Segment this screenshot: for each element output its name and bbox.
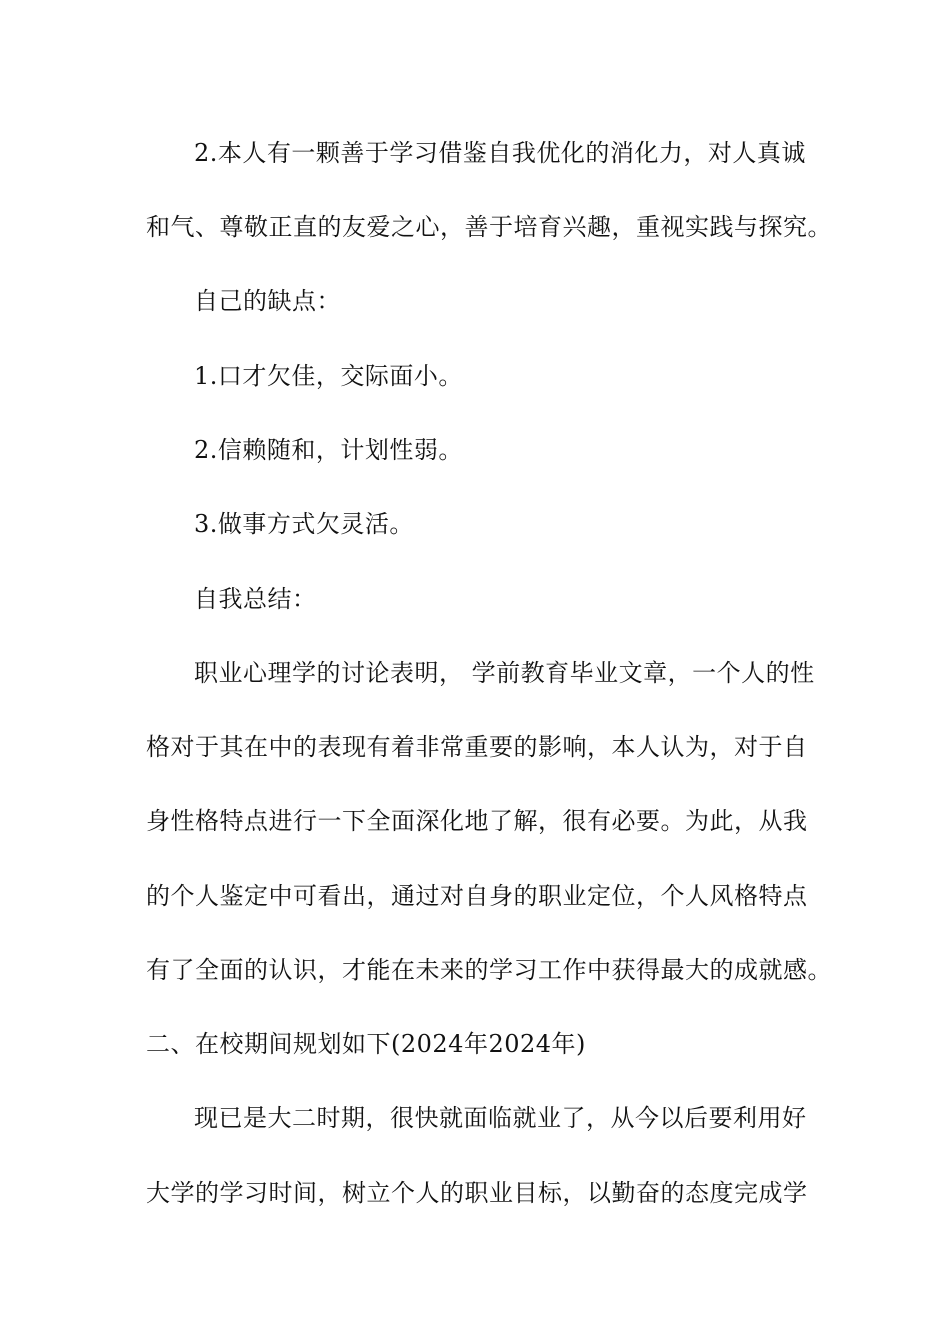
section-heading: 自己的缺点：	[194, 287, 341, 315]
paragraph-line: 职业心理学的讨论表明， 学前教育毕业文章，一个人的性	[194, 659, 815, 687]
section-heading: 自我总结：	[194, 585, 317, 613]
paragraph-line: 现已是大二时期，很快就面临就业了，从今以后要利用好	[194, 1104, 807, 1132]
paragraph-line: 大学的学习时间，树立个人的职业目标，以勤奋的态度完成学	[146, 1179, 808, 1207]
list-item: 2.信赖随和，计划性弱。	[194, 436, 463, 464]
paragraph-line: 格对于其在中的表现有着非常重要的影响，本人认为，对于自	[146, 733, 808, 761]
paragraph-line: 有了全面的认识，才能在未来的学习工作中获得最大的成就感。	[146, 956, 832, 984]
paragraph-line: 身性格特点进行一下全面深化地了解，很有必要。为此，从我	[146, 807, 808, 835]
list-item: 1.口才欠佳，交际面小。	[194, 362, 463, 390]
paragraph-line: 和气、尊敬正直的友爱之心，善于培育兴趣，重视实践与探究。	[146, 213, 832, 241]
paragraph-line: 的个人鉴定中可看出，通过对自身的职业定位，个人风格特点	[146, 882, 808, 910]
paragraph-line: 2.本人有一颗善于学习借鉴自我优化的消化力，对人真诚	[194, 139, 806, 167]
list-item: 3.做事方式欠灵活。	[194, 510, 414, 538]
section-heading: 二、在校期间规划如下(2024年2024年)	[146, 1030, 586, 1058]
